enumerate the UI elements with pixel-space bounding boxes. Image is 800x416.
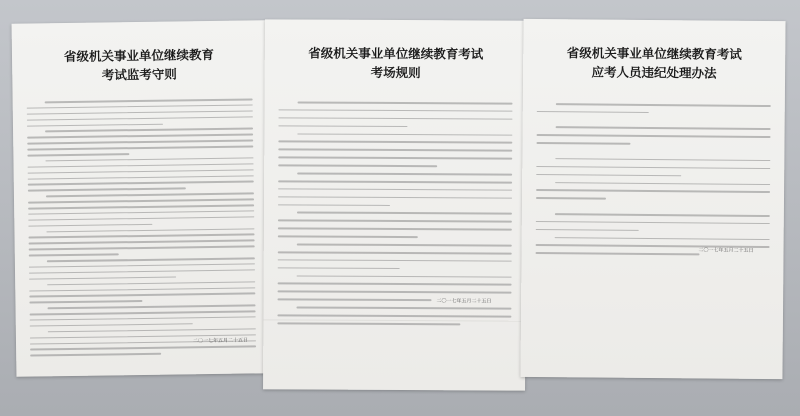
- poster-proctor-rules: [12, 20, 271, 377]
- text-line: [554, 237, 769, 240]
- text-line: [297, 212, 512, 215]
- poster-title: [265, 43, 527, 82]
- text-line: [30, 353, 161, 356]
- text-line: [46, 193, 254, 197]
- poster-body-text: [535, 103, 770, 262]
- text-line: [29, 276, 176, 280]
- text-line: [278, 267, 400, 269]
- text-line: [27, 146, 253, 151]
- text-line: [27, 153, 129, 156]
- text-line: [278, 117, 512, 120]
- text-line: [46, 157, 254, 161]
- text-line: [278, 291, 512, 294]
- text-line: [277, 314, 511, 317]
- poster-exam-room-rules: [263, 19, 527, 390]
- text-line: [47, 228, 255, 232]
- text-line: [277, 322, 460, 325]
- text-line: [47, 281, 255, 285]
- text-line: [29, 234, 255, 239]
- text-line: [30, 323, 193, 327]
- text-line: [555, 213, 770, 216]
- text-line: [278, 180, 512, 183]
- text-line: [278, 188, 512, 191]
- text-line: [29, 287, 255, 292]
- text-line: [27, 134, 253, 139]
- text-line: [28, 169, 254, 174]
- text-line: [297, 173, 512, 176]
- poster-date: 二〇一七年五月二十五日: [436, 298, 492, 305]
- text-line: [297, 101, 512, 104]
- poster-title-line2: 应考人员违纪处理办法: [591, 64, 717, 81]
- text-line: [277, 299, 431, 301]
- text-line: [278, 259, 512, 262]
- text-line: [30, 346, 256, 351]
- text-line: [296, 275, 511, 278]
- poster-violation-handling: [520, 19, 785, 379]
- text-line: [45, 128, 253, 132]
- text-line: [536, 189, 770, 193]
- text-line: [297, 133, 512, 136]
- text-line: [536, 197, 606, 199]
- text-line: [30, 310, 256, 315]
- text-line: [28, 204, 254, 209]
- text-line: [278, 149, 512, 152]
- text-line: [536, 221, 770, 225]
- text-line: [29, 263, 255, 268]
- text-line: [278, 283, 512, 286]
- text-line: [537, 111, 649, 114]
- text-line: [278, 141, 512, 144]
- text-line: [28, 216, 254, 221]
- text-line: [536, 174, 681, 177]
- text-line: [29, 240, 255, 245]
- poster-title-line2: 考场规则: [370, 64, 421, 81]
- poster-title-line2: 考试监考守则: [101, 66, 177, 83]
- poster-date: 二〇一七年五月二十五日: [192, 337, 249, 345]
- text-line: [536, 166, 770, 170]
- text-line: [29, 269, 255, 274]
- text-line: [28, 210, 254, 215]
- text-line: [278, 109, 512, 112]
- text-line: [536, 142, 630, 144]
- text-line: [537, 134, 771, 138]
- text-line: [536, 252, 700, 255]
- text-line: [45, 98, 253, 102]
- text-line: [27, 110, 253, 115]
- text-line: [27, 116, 253, 121]
- poster-body-text: [27, 98, 257, 360]
- text-line: [278, 165, 437, 167]
- poster-date: 二〇一七年五月二十五日: [698, 247, 754, 254]
- text-line: [296, 307, 511, 310]
- text-line: [27, 123, 163, 126]
- text-line: [30, 316, 256, 321]
- text-line: [278, 220, 512, 223]
- text-line: [278, 125, 407, 127]
- text-line: [28, 188, 186, 192]
- text-line: [29, 300, 142, 303]
- text-line: [278, 236, 418, 238]
- text-line: [28, 181, 254, 186]
- text-line: [28, 199, 254, 204]
- poster-title-line1: 省级机关事业单位继续教育: [63, 46, 215, 65]
- text-line: [536, 229, 639, 231]
- text-line: [278, 204, 390, 206]
- text-line: [28, 163, 254, 168]
- text-line: [278, 251, 512, 254]
- text-line: [29, 253, 119, 256]
- poster-title: [523, 43, 785, 83]
- text-line: [48, 305, 256, 309]
- text-line: [48, 328, 256, 332]
- text-line: [27, 104, 253, 109]
- text-line: [555, 158, 770, 161]
- text-line: [278, 228, 512, 231]
- text-line: [556, 103, 771, 106]
- text-line: [555, 182, 770, 185]
- poster-title-line1: 省级机关事业单位继续教育考试: [308, 45, 484, 62]
- text-line: [28, 224, 152, 227]
- poster-title: [12, 44, 267, 86]
- text-line: [278, 157, 512, 160]
- text-line: [278, 196, 512, 199]
- text-line: [47, 257, 255, 261]
- text-line: [28, 175, 254, 180]
- text-line: [555, 127, 770, 130]
- text-line: [297, 244, 512, 247]
- poster-title-line1: 省级机关事业单位继续教育考试: [566, 45, 742, 62]
- text-line: [29, 246, 255, 251]
- text-line: [27, 140, 253, 145]
- text-line: [29, 293, 255, 298]
